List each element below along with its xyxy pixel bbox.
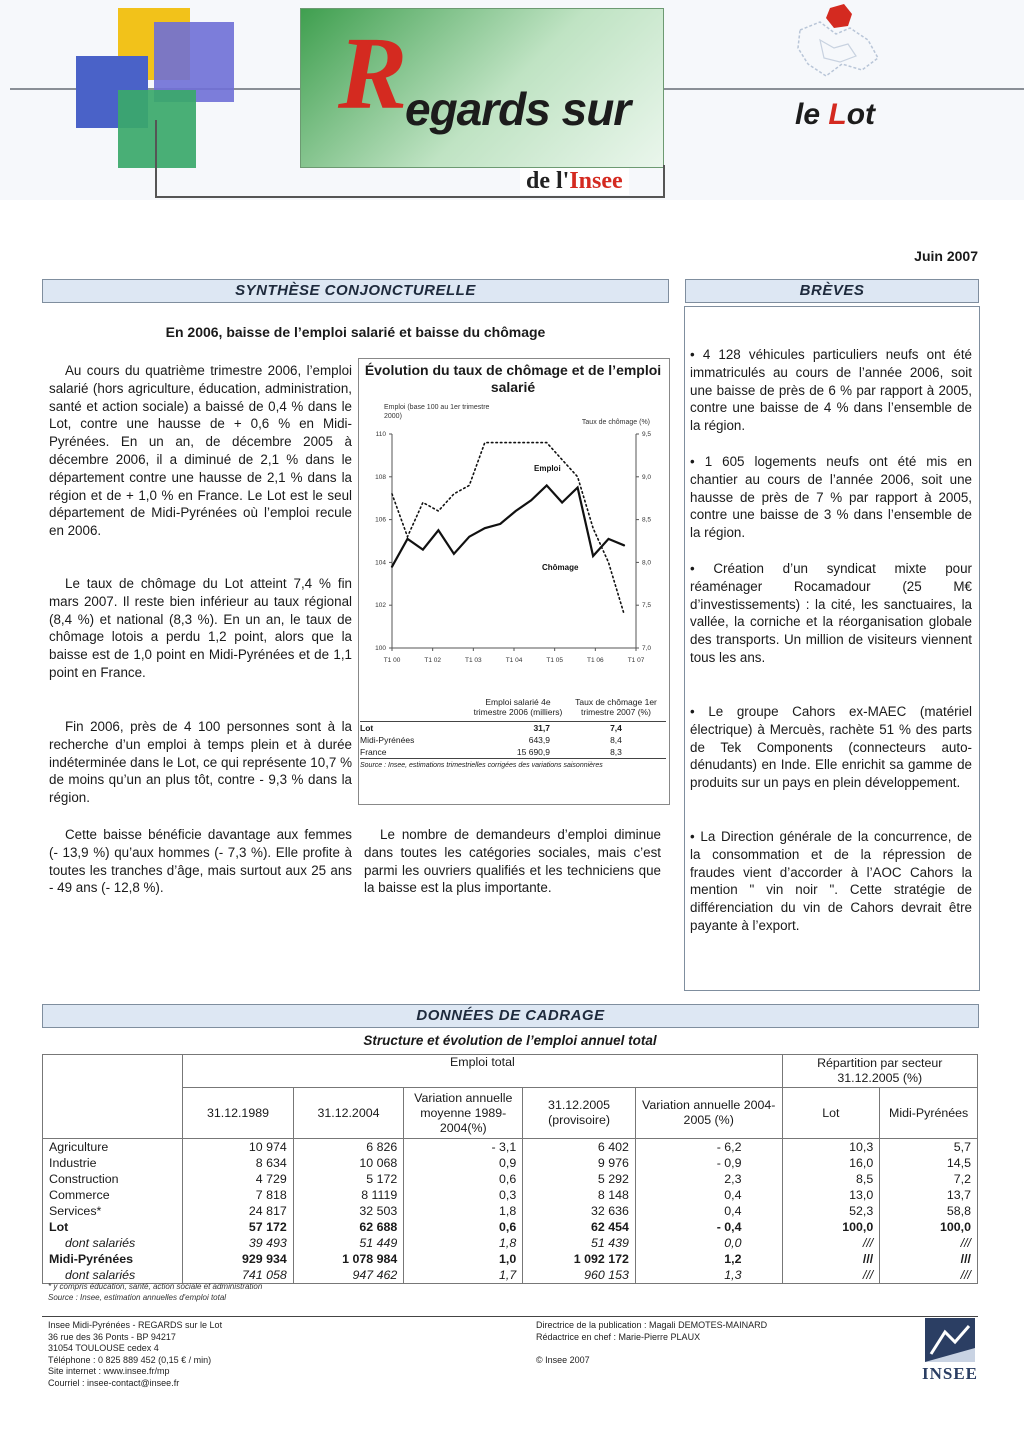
cadrage-row-label: Construction bbox=[43, 1171, 183, 1187]
cadrage-cell: 1,8 bbox=[404, 1203, 523, 1219]
chart-y-tick-label-left: 108 bbox=[375, 473, 386, 481]
chart-table-row bbox=[360, 746, 666, 758]
title-bracket-bottom bbox=[155, 196, 665, 198]
department-map-icon bbox=[790, 0, 890, 90]
synthese-paragraph-4: Cette baisse bénéficie davantage aux femmes (- 13,9 %) qu’aux hommes (- 7,3 %). Elle profite à toutes les tranches d’âge, mais surtout aux 25 ans - 49 ans (- 12,8 %). bbox=[49, 827, 352, 896]
place-name bbox=[795, 98, 875, 132]
cadrage-row bbox=[43, 1171, 978, 1187]
chart-ylabel-left: Emploi (base 100 au 1er trimestre 2000) bbox=[384, 404, 490, 420]
cadrage-row bbox=[43, 1203, 978, 1219]
chart-y-tick-label-left: 106 bbox=[375, 516, 386, 524]
cadrage-cell: 741 058 bbox=[183, 1267, 294, 1284]
breve-item-3: • Création d’un syndicat mixte pour réaménager Rocamadour (25 M€ d’investissements) : la cité, les sanctuaires, la vallée, la corniche et la réorganisation globale des transports. Un million de visiteurs viennent tous les ans. bbox=[690, 561, 972, 665]
cadrage-cell: 52,3 bbox=[782, 1203, 880, 1219]
place-rest: ot bbox=[846, 98, 876, 131]
cadrage-cell: - 0,9 bbox=[635, 1155, 782, 1171]
chart-y-tick-label-right: 7,5 bbox=[642, 602, 652, 610]
chart-y-tick-label-left: 104 bbox=[375, 559, 386, 567]
cadrage-group-emploi: Emploi total bbox=[183, 1055, 782, 1088]
chart-series-chomage bbox=[392, 443, 624, 614]
cadrage-source: Source : Insee, estimation annuelles d'emploi total bbox=[48, 1293, 227, 1302]
section-synthese-title: SYNTHÈSE CONJONCTURELLE bbox=[42, 279, 669, 303]
title-initial: R bbox=[338, 16, 408, 131]
cadrage-cell: 51 439 bbox=[523, 1235, 636, 1251]
cadrage-row bbox=[43, 1251, 978, 1267]
chart-y-tick-label-right: 8,0 bbox=[642, 559, 652, 567]
cadrage-table bbox=[42, 1054, 978, 1284]
cadrage-cell: 6 826 bbox=[293, 1139, 404, 1156]
cadrage-col-1989: 31.12.1989 bbox=[183, 1088, 294, 1139]
cadrage-cell: 8 634 bbox=[183, 1155, 294, 1171]
footer-copyright: © Insee 2007 bbox=[536, 1355, 590, 1365]
chart-table-body bbox=[360, 721, 666, 759]
chart-table-head-emploi: Emploi salarié 4e trimestre 2006 (milliers) bbox=[473, 697, 563, 717]
cadrage-cell: 1,8 bbox=[404, 1235, 523, 1251]
cadrage-cell: /// bbox=[782, 1267, 880, 1284]
cadrage-row-label: Agriculture bbox=[43, 1139, 183, 1156]
chart-x-tick-label: T1 03 bbox=[465, 657, 482, 664]
chart-y-tick-label-left: 110 bbox=[375, 431, 386, 438]
cadrage-cell: 51 449 bbox=[293, 1235, 404, 1251]
chart-table-row-emploi: 31,7 bbox=[533, 723, 550, 733]
chart-table-row-label: France bbox=[360, 747, 387, 757]
footer-address bbox=[48, 1320, 222, 1389]
cadrage-cell: 0,4 bbox=[635, 1203, 782, 1219]
cadrage-cell: 13,0 bbox=[782, 1187, 880, 1203]
cadrage-corner-lower bbox=[43, 1088, 183, 1139]
cadrage-cell: 0,6 bbox=[404, 1219, 523, 1235]
cadrage-cell: 7 818 bbox=[183, 1187, 294, 1203]
section-breves-title: BRÈVES bbox=[685, 279, 979, 303]
cadrage-col-midi-pyrenees: Midi-Pyrénées bbox=[880, 1088, 978, 1139]
cadrage-cell: 960 153 bbox=[523, 1267, 636, 1284]
cadrage-cell: 39 493 bbox=[183, 1235, 294, 1251]
chart-table-row-chomage: 8,3 bbox=[610, 747, 622, 757]
chart-series-label-chomage: Chômage bbox=[542, 563, 579, 572]
chart-y-tick-label-right: 9,0 bbox=[642, 473, 652, 481]
cadrage-row bbox=[43, 1235, 978, 1251]
synthese-paragraph-1: Au cours du quatrième trimestre 2006, l’emploi salarié (hors agriculture, éducation, administration, santé et action sociale) a baissé de 0,4 % dans le Lot, contre une hausse de + 0,6 % en Midi-Pyrénées. En un an, de décembre 2005 à décembre 2006, il a diminué de 2,1 % dans le département contre une hausse de 2,1 % dans la région et de + 1,0 % en France. Le Lot est le seul département de Midi-Pyrénées où l’emploi recule en 2006. bbox=[49, 363, 352, 539]
cadrage-row-label: Lot bbox=[43, 1219, 183, 1235]
cadrage-cell: 58,8 bbox=[880, 1203, 978, 1219]
cadrage-note: * y compris éducation, santé, action sociale et administration bbox=[48, 1282, 263, 1291]
chart-x-tick-label: T1 07 bbox=[627, 657, 645, 664]
chart-x-tick-label: T1 05 bbox=[546, 657, 563, 664]
cadrage-row-label: Services* bbox=[43, 1203, 183, 1219]
insee-logo-text: INSEE bbox=[921, 1364, 979, 1383]
chart-y-tick-label-right: 9,5 bbox=[642, 431, 652, 438]
cadrage-cell: 947 462 bbox=[293, 1267, 404, 1284]
synthese-paragraph-5: Le nombre de demandeurs d’emploi diminue dans toutes les catégories sociales, mais c’est parmi les ouvriers qualifiés et les techniciens que la baisse est la plus importante. bbox=[364, 827, 661, 896]
chart-y-tick-label-left: 100 bbox=[375, 645, 386, 652]
cadrage-cell: - 6,2 bbox=[635, 1139, 782, 1156]
breve-item-2: • 1 605 logements neufs ont été mis en chantier au cours de l’année 2006, soit une hausse de près de 7 % par rapport à 2005, contre une baisse de 3 % dans l’ensemble de la région. bbox=[690, 454, 972, 541]
cadrage-row-label: Midi-Pyrénées bbox=[43, 1251, 183, 1267]
footer-line: Insee Midi-Pyrénées - REGARDS sur le Lot bbox=[48, 1320, 223, 1330]
cadrage-cell: 5,7 bbox=[880, 1139, 978, 1156]
cadrage-cell: /// bbox=[880, 1235, 978, 1251]
header-squares-logo bbox=[76, 8, 246, 168]
footer-email-link[interactable]: Courriel : insee-contact@insee.fr bbox=[48, 1377, 180, 1388]
cadrage-cell: 57 172 bbox=[183, 1219, 294, 1235]
insee-logo-icon bbox=[925, 1318, 975, 1362]
cadrage-cell: 1,2 bbox=[635, 1251, 782, 1267]
cadrage-row bbox=[43, 1187, 978, 1203]
cadrage-cell: 24 817 bbox=[183, 1203, 294, 1219]
cadrage-cell: 8 1119 bbox=[293, 1187, 404, 1203]
cadrage-cell: 6 402 bbox=[523, 1139, 636, 1156]
cadrage-cell: 0,9 bbox=[404, 1155, 523, 1171]
cadrage-col-2004: 31.12.2004 bbox=[293, 1088, 404, 1139]
cadrage-table-body bbox=[43, 1139, 978, 1284]
cadrage-cell: - 3,1 bbox=[404, 1139, 523, 1156]
chart-x-tick-label: T1 00 bbox=[383, 657, 401, 664]
cadrage-row bbox=[43, 1139, 978, 1156]
cadrage-cell: 1,3 bbox=[635, 1267, 782, 1284]
cadrage-cell: 0,3 bbox=[404, 1187, 523, 1203]
section-cadrage-title: DONNÉES DE CADRAGE bbox=[42, 1004, 979, 1028]
title-subtitle bbox=[520, 168, 629, 195]
cadrage-col-var-1989-2004: Variation annuelle moyenne 1989-2004(%) bbox=[404, 1088, 523, 1139]
chart-table-row-label: Midi-Pyrénées bbox=[360, 735, 415, 745]
chart-y-tick-label-left: 102 bbox=[375, 602, 386, 610]
cadrage-cell: 0,0 bbox=[635, 1235, 782, 1251]
cadrage-corner bbox=[43, 1055, 183, 1088]
footer-line: 36 rue des 36 Ponts - BP 94217 bbox=[48, 1331, 176, 1342]
chart-table-row bbox=[360, 734, 666, 746]
cadrage-cell: 1,0 bbox=[404, 1251, 523, 1267]
cadrage-cell: 0,4 bbox=[635, 1187, 782, 1203]
title-bracket-right bbox=[663, 165, 665, 197]
cadrage-row bbox=[43, 1219, 978, 1235]
cadrage-cell: 100,0 bbox=[880, 1219, 978, 1235]
cadrage-col-2005: 31.12.2005 (provisoire) bbox=[523, 1088, 636, 1139]
chart-data-table bbox=[360, 697, 666, 771]
cadrage-row-label: dont salariés bbox=[43, 1235, 183, 1251]
footer-line: Rédactrice en chef : Marie-Pierre PLAUX bbox=[536, 1331, 701, 1342]
chart-table-row-chomage: 7,4 bbox=[610, 723, 622, 733]
cadrage-cell: 5 172 bbox=[293, 1171, 404, 1187]
cadrage-cell: 62 688 bbox=[293, 1219, 404, 1235]
cadrage-cell: 5 292 bbox=[523, 1171, 636, 1187]
chart-x-tick-label: T1 04 bbox=[505, 657, 523, 664]
chart-y-tick-label-right: 8,5 bbox=[642, 516, 652, 524]
chart-table-row-emploi: 643,9 bbox=[528, 735, 550, 745]
cadrage-cell: 62 454 bbox=[523, 1219, 636, 1235]
publication-date: Juin 2007 bbox=[914, 248, 978, 264]
cadrage-cell: 7,2 bbox=[880, 1171, 978, 1187]
chart-y-tick-label-right: 7,0 bbox=[642, 645, 652, 652]
chart-ylabel-right: Taux de chômage (%) bbox=[581, 419, 650, 426]
cadrage-cell: 16,0 bbox=[782, 1155, 880, 1171]
cadrage-cell: /// bbox=[782, 1251, 880, 1267]
subtitle-prefix: de l' bbox=[526, 168, 570, 194]
cadrage-group-repartition: Répartition par secteur 31.12.2005 (%) bbox=[782, 1055, 978, 1088]
breve-item-4: • Le groupe Cahors ex-MAEC (matériel électrique) à Mercuès, rachète 51 % des parts de Tek Components (connecteurs auto-dénudants) en Inde. Elle enrichit sa gamme de produits sur un pays en plein développement. bbox=[690, 704, 972, 791]
cadrage-cell: 0,6 bbox=[404, 1171, 523, 1187]
cadrage-cell: /// bbox=[782, 1235, 880, 1251]
footer-line: Téléphone : 0 825 889 452 (0,15 € / min) bbox=[48, 1354, 212, 1365]
place-initial: L bbox=[828, 98, 847, 131]
chart-title: Évolution du taux de chômage et de l’emploi salarié bbox=[364, 362, 662, 395]
cadrage-cell: 1 092 172 bbox=[523, 1251, 636, 1267]
cadrage-cell: - 0,4 bbox=[635, 1219, 782, 1235]
cadrage-cell: 1 078 984 bbox=[293, 1251, 404, 1267]
chart-x-tick-label: T1 02 bbox=[424, 657, 441, 664]
cadrage-cell: 32 636 bbox=[523, 1203, 636, 1219]
chart-table-head-chomage: Taux de chômage 1er trimestre 2007 (%) bbox=[575, 697, 657, 717]
cadrage-col-var-2004-2005: Variation annuelle 2004-2005 (%) bbox=[635, 1088, 782, 1139]
cadrage-cell: 10 974 bbox=[183, 1139, 294, 1156]
cadrage-cell: 1,7 bbox=[404, 1267, 523, 1284]
footer-line: 31054 TOULOUSE cedex 4 bbox=[48, 1343, 159, 1353]
footer-line: Directrice de la publication : Magali DEMOTES-MAINARD bbox=[536, 1320, 768, 1330]
cadrage-cell: /// bbox=[880, 1267, 978, 1284]
chart-table-row-emploi: 15 690,9 bbox=[516, 747, 550, 757]
chart-table-head-empty bbox=[360, 697, 470, 717]
chart-series-label-emploi: Emploi bbox=[534, 464, 561, 473]
cadrage-header-group-row bbox=[43, 1055, 978, 1088]
cadrage-table-title: Structure et évolution de l’emploi annuel total bbox=[363, 1033, 657, 1048]
breve-item-1: • 4 128 véhicules particuliers neufs ont été immatriculés au cours de l’année 2006, soit une baisse de près de 6 % par rapport à 2005, contre une baisse de 4 % dans l’ensemble de la région. bbox=[690, 347, 972, 434]
chart-table-row-label: Lot bbox=[360, 723, 374, 733]
chart-plot bbox=[358, 430, 668, 675]
cadrage-cell: 2,3 bbox=[635, 1171, 782, 1187]
cadrage-header-row bbox=[43, 1088, 978, 1139]
footer-rule bbox=[42, 1316, 978, 1317]
cadrage-row-label: dont salariés bbox=[43, 1267, 183, 1284]
synthese-headline: En 2006, baisse de l’emploi salarié et baisse du chômage bbox=[165, 324, 546, 340]
cadrage-cell: 10,3 bbox=[782, 1139, 880, 1156]
cadrage-cell: 10 068 bbox=[293, 1155, 404, 1171]
cadrage-cell: 13,7 bbox=[880, 1187, 978, 1203]
cadrage-cell: 9 976 bbox=[523, 1155, 636, 1171]
cadrage-row-label: Commerce bbox=[43, 1187, 183, 1203]
cadrage-col-lot: Lot bbox=[782, 1088, 880, 1139]
title-text: egards sur bbox=[405, 83, 631, 135]
cadrage-row-label: Industrie bbox=[43, 1155, 183, 1171]
cadrage-cell: 100,0 bbox=[782, 1219, 880, 1235]
cadrage-cell: /// bbox=[880, 1251, 978, 1267]
place-prefix: le bbox=[795, 98, 829, 131]
cadrage-cell: 929 934 bbox=[183, 1251, 294, 1267]
footer-credits bbox=[536, 1320, 767, 1343]
cadrage-cell: 8,5 bbox=[782, 1171, 880, 1187]
chart-table-row bbox=[360, 722, 666, 734]
chart-table-row-chomage: 8,4 bbox=[610, 735, 622, 745]
synthese-paragraph-3: Fin 2006, près de 4 100 personnes sont à la recherche d’un emploi à temps plein et à durée indéterminée dans le Lot, ce qui représente 10,7 % de moins qu’un an plus tôt, contre - 9,3 % dans la région. bbox=[49, 719, 352, 806]
footer-website-link[interactable]: Site internet : www.insee.fr/mp bbox=[48, 1366, 170, 1376]
cadrage-cell: 14,5 bbox=[880, 1155, 978, 1171]
cadrage-cell: 4 729 bbox=[183, 1171, 294, 1187]
cadrage-cell: 32 503 bbox=[293, 1203, 404, 1219]
breve-item-5: • La Direction générale de la concurrence, de la consommation et de la répression de fraudes vient d’accorder à l’AOC Cahors la mention " vin noir ". Cette stratégie de différenciation du vin de Cahors devrait être payante à l’export. bbox=[690, 829, 972, 933]
chart-source: Source : Insee, estimations trimestrielles corrigées des variations saisonnières bbox=[360, 762, 603, 769]
subtitle-brand: Insee bbox=[569, 168, 623, 194]
synthese-paragraph-2: Le taux de chômage du Lot atteint 7,4 % fin mars 2007. Il reste bien inférieur au taux régional (8,4 %) et national (8,3 %). En un an, le taux de chômage lotois a perdu 1,2 point, alors que la baisse est de 1,0 point en Midi-Pyrénées et de 1,1 point en France. bbox=[49, 576, 352, 680]
chart-x-tick-label: T1 06 bbox=[587, 657, 604, 664]
cadrage-cell: 8 148 bbox=[523, 1187, 636, 1203]
cadrage-row bbox=[43, 1155, 978, 1171]
chart-series-emploi bbox=[392, 485, 624, 566]
title-bracket-left bbox=[155, 120, 157, 198]
